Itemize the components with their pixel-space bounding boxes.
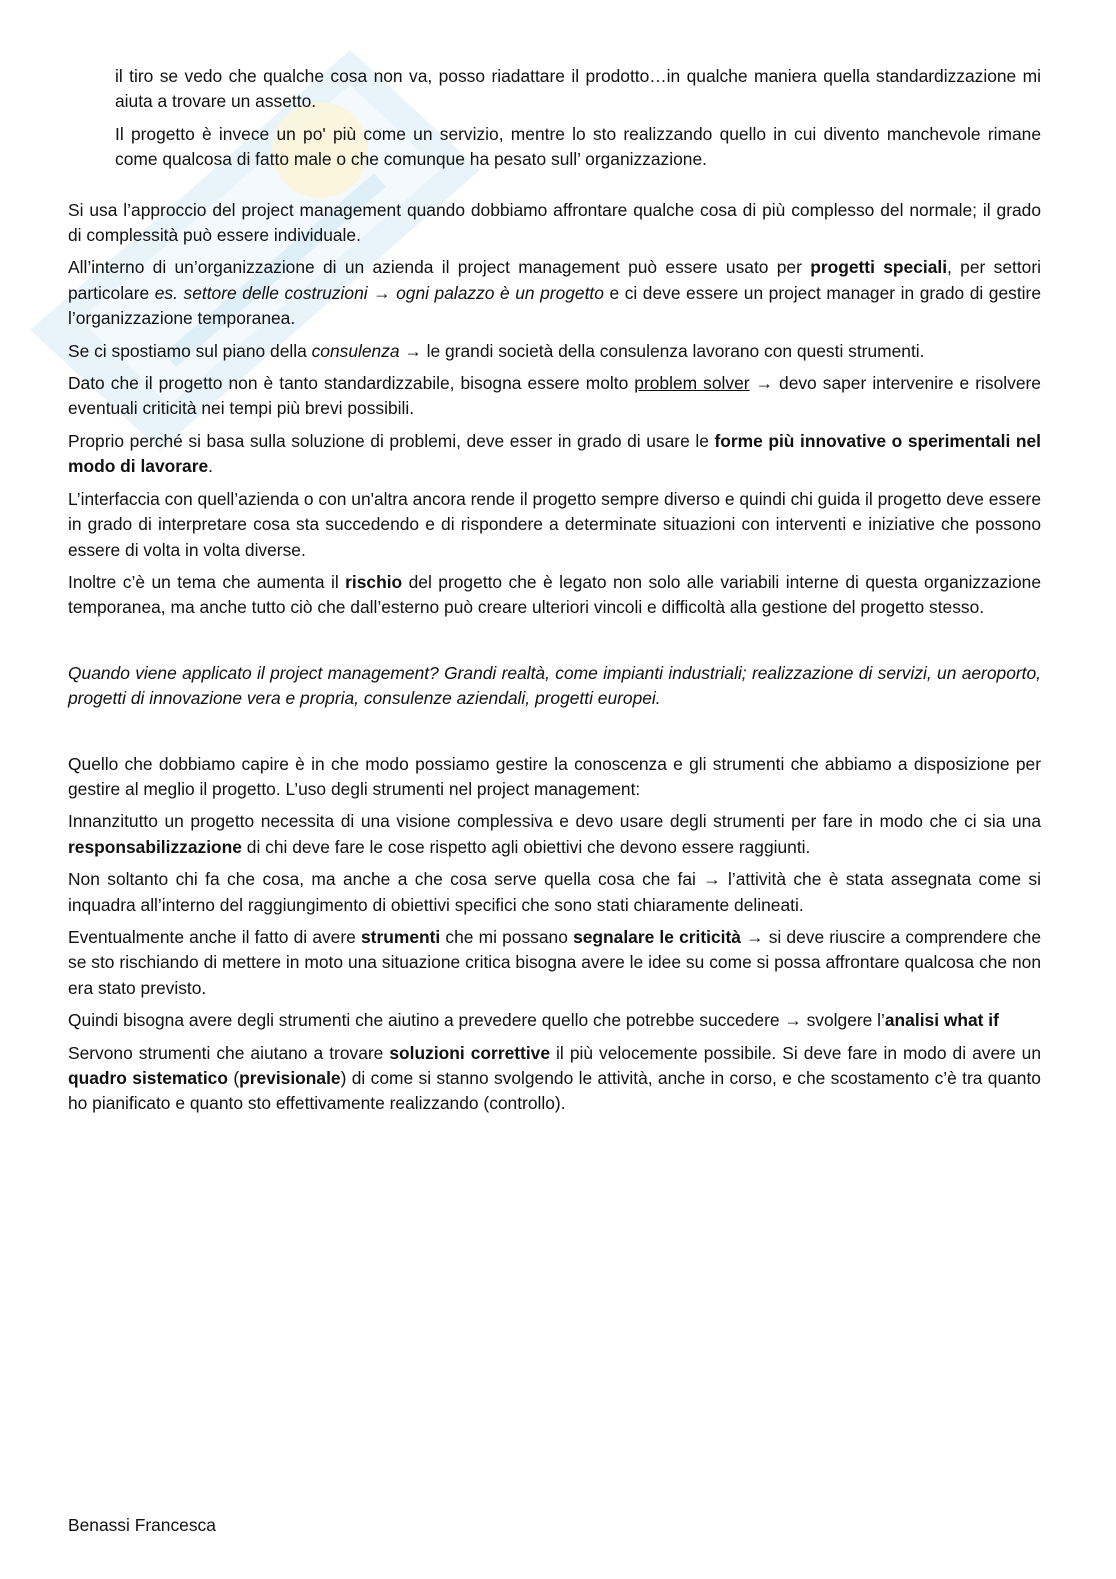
text-run: Innanzitutto un progetto necessita di una visione complessiva e devo usare degli strumenti per fare in modo che ci sia una: [68, 811, 1041, 832]
text-run: analisi what if: [884, 1010, 999, 1031]
paragraph-1: [68, 64, 1041, 115]
paragraph-13: [68, 867, 1041, 918]
text-run: Non soltanto chi fa che cosa, ma anche a che cosa serve quella cosa che fai → l’attività che è stata assegnata come si inquadra all’interno del raggiungimento di obiettivi specifici che sono stati chiaramente delineati.: [68, 869, 1041, 915]
text-run: problem solver: [634, 373, 750, 394]
text-run: forme più innovative o sperimentali nel modo di lavorare: [68, 430, 1041, 477]
text-run: che mi possano: [440, 926, 574, 947]
text-run: .: [208, 456, 213, 477]
text-run: →: [367, 282, 397, 303]
text-run: consulenza: [311, 340, 400, 361]
text-run: Se ci spostiamo sul piano della: [68, 340, 312, 361]
text-run: responsabilizzazione: [68, 836, 242, 857]
text-run: L’interfaccia con quell’azienda o con un'altra ancora rende il progetto sempre diverso e quindi chi guida il progetto deve essere in grado di interpretare cosa sta succedendo e di rispondere a determinate situazioni con interventi e iniziative che possono essere di volta in volta diverse.: [68, 488, 1041, 560]
paragraph-12: [68, 809, 1041, 860]
footer-author: Benassi Francesca: [68, 1515, 216, 1535]
text-run: previsionale: [239, 1068, 341, 1088]
text-run: ) di come si stanno svolgendo le attività, anche in corso, e che scostamento c’è tra quanto ho pianificato e quanto sto effettivamente realizzando (controllo).: [68, 1068, 1041, 1114]
text-run: → le grandi società della consulenza lavorano con questi strumenti.: [399, 340, 925, 361]
text-run: Quindi bisogna avere degli strumenti che aiutino a prevedere quello che potrebbe succedere → svolgere l’: [68, 1010, 885, 1031]
paragraph-11: [68, 752, 1041, 803]
text-run: Servono strumenti che aiutano a trovare: [68, 1042, 390, 1063]
paragraph-16: [68, 1041, 1041, 1117]
text-run: Quello che dobbiamo capire è in che modo possiamo gestire la conoscenza e gli strumenti che abbiamo a disposizione per gestire al meglio il progetto. L’uso degli strumenti nel project management:: [68, 753, 1041, 799]
text-run: soluzioni correttive: [389, 1042, 551, 1063]
text-run: progetti speciali: [810, 257, 948, 278]
text-run: → devo saper intervenire e risolvere eventuali criticità nei tempi più brevi possibili.: [68, 373, 1041, 419]
paragraph-5: [68, 339, 1041, 364]
text-run: Quando viene applicato il project management? Grandi realtà, come impianti industriali; realizzazione di servizi, un aeroporto, progetti di innovazione vera e propria, consulenze aziendali, progetti europei.: [68, 662, 1041, 709]
text-run: Inoltre c’è un tema che aumenta il: [68, 571, 346, 592]
text-run: Il progetto è invece un po' più come un servizio, mentre lo sto realizzando quello in cui divento manchevole rimane come qualcosa di fatto male o che comunque ha pesato sull’ organizzazione.: [115, 123, 1041, 170]
paragraph-10-question: [68, 661, 1041, 712]
text-run: rischio: [345, 571, 403, 592]
text-run: strumenti: [361, 926, 441, 947]
text-run: , per settori particolare: [68, 257, 1041, 303]
text-run: Si usa l’approccio del project management quando dobbiamo affrontare qualche cosa di più complesso del normale; il grado di complessità può essere individuale.: [68, 199, 1041, 246]
paragraph-3: [68, 198, 1041, 249]
text-run: Eventualmente anche il fatto di avere: [68, 926, 361, 947]
text-run: → si deve riuscire a comprendere che se sto rischiando di mettere in moto una situazione critica bisogna avere le idee su come si possa affrontare qualcosa che non era stato previsto.: [68, 926, 1042, 998]
text-run: e ci deve essere un project manager in grado di gestire l’organizzazione temporanea.: [68, 282, 1041, 329]
text-run: (: [227, 1068, 240, 1088]
text-run: ogni palazzo è un progetto: [396, 282, 604, 303]
text-run: segnalare le criticità: [573, 926, 741, 947]
paragraph-15: [68, 1008, 1041, 1033]
paragraph-4: [68, 255, 1041, 331]
paragraph-8: [68, 487, 1041, 563]
text-run: il tiro se vedo che qualche cosa non va, posso riadattare il prodotto…in qualche maniera quella standardizzazione mi aiuta a trovare un assetto.: [115, 66, 1041, 112]
text-run: Proprio perché si basa sulla soluzione di problemi, deve esser in grado di usare le: [68, 430, 715, 451]
text-run: di chi deve fare le cose rispetto agli obiettivi che devono essere raggiunti.: [241, 836, 811, 857]
paragraph-7: [68, 429, 1041, 480]
text-run: Dato che il progetto non è tanto standardizzabile, bisogna essere molto: [68, 373, 635, 394]
text-run: All’interno di un’organizzazione di un azienda il project management può essere usato per: [68, 257, 811, 278]
text-run: del progetto che è legato non solo alle variabili interne di questa organizzazione temporanea, ma anche tutto ciò che dall’esterno può creare ulteriori vincoli e difficoltà alla gestione del progetto stesso.: [68, 571, 1041, 618]
paragraph-6: [68, 371, 1041, 422]
paragraph-14: [68, 925, 1041, 1001]
paragraph-2: [68, 122, 1041, 173]
paragraph-9: [68, 570, 1041, 621]
text-run: quadro sistematico: [68, 1068, 228, 1088]
text-run: il più velocemente possibile. Si deve fare in modo di avere un: [550, 1042, 1041, 1063]
text-run: es. settore delle costruzioni: [154, 282, 368, 303]
document-body: [68, 64, 1041, 1124]
